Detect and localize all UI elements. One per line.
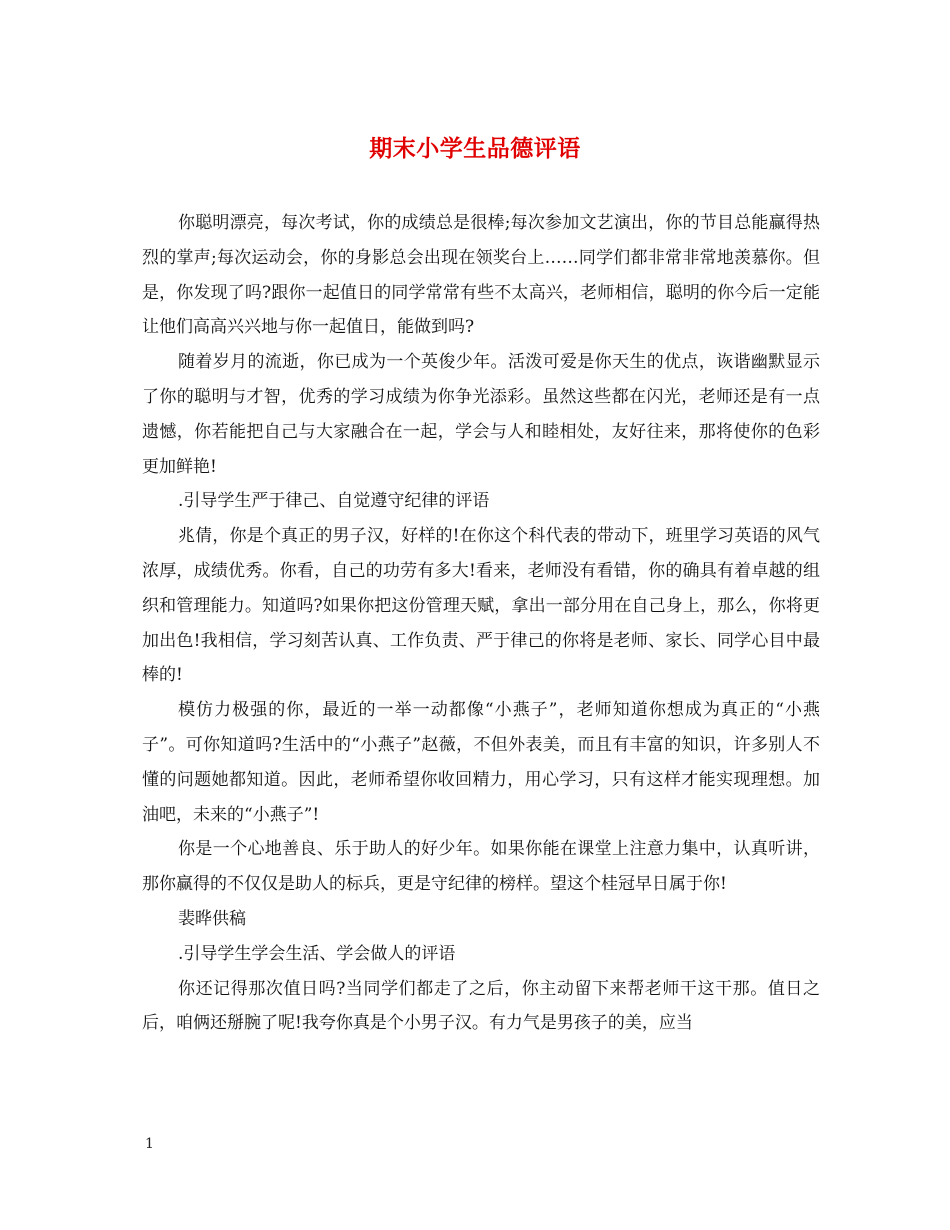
paragraph: 你是一个心地善良、乐于助人的好少年。如果你能在课堂上注意力集中，认真听讲，那你赢得的不仅仅是助人的标兵，更是守纪律的榜样。望这个桂冠早日属于你! xyxy=(142,839,820,895)
page-number: 1 xyxy=(145,1136,154,1152)
paragraph: 你聪明漂亮，每次考试，你的成绩总是很棒;每次参加文艺演出，你的节目总能赢得热烈的掌声;每次运动会，你的身影总会出现在领奖台上……同学们都非常非常地羡慕你。但是，你发现了吗?跟你一起值日的同学常常有些不太高兴，老师相信，聪明的你今后一定能让他们高高兴兴地与你一起值日，能做到吗? xyxy=(142,213,820,338)
document-body xyxy=(142,206,820,1041)
section-heading: .引导学生学会生活、学会做人的评语 xyxy=(178,943,456,964)
paragraph: 你还记得那次值日吗?当同学们都走了之后，你主动留下来帮老师干这干那。值日之后，咱俩还掰腕了呢!我夸你真是个小男子汉。有力气是男孩子的美，应当 xyxy=(142,978,820,1034)
paragraph: 随着岁月的流逝，你已成为一个英俊少年。活泼可爱是你天生的优点，诙谐幽默显示了你的聪明与才智，优秀的学习成绩为你争光添彩。虽然这些都在闪光，老师还是有一点遗憾，你若能把自己与大家融合在一起，学会与人和睦相处，友好往来，那将使你的色彩更加鲜艳! xyxy=(142,352,820,477)
section-heading: .引导学生严于律己、自觉遵守纪律的评语 xyxy=(178,491,490,512)
paragraph: 兆倩，你是个真正的男子汉，好样的!在你这个科代表的带动下，班里学习英语的风气浓厚，成绩优秀。你看，自己的功劳有多大!看来，老师没有看错，你的确具有着卓越的组织和管理能力。知道吗?如果你把这份管理天赋，拿出一部分用在自己身上，那么，你将更加出色!我相信，学习刻苦认真、工作负责、严于律己的你将是老师、家长、同学心目中最棒的! xyxy=(142,526,820,686)
paragraph: 模仿力极强的你，最近的一举一动都像“小燕子”，老师知道你想成为真正的“小燕子”。可你知道吗?生活中的“小燕子”赵薇，不但外表美，而且有丰富的知识，许多别人不懂的问题她都知道。因此，老师希望你收回精力，用心学习，只有这样才能实现理想。加油吧，未来的“小燕子”! xyxy=(142,700,820,825)
document-title: 期末小学生品德评语 xyxy=(369,135,581,162)
contributor-credit: 裴晔供稿 xyxy=(178,908,246,929)
